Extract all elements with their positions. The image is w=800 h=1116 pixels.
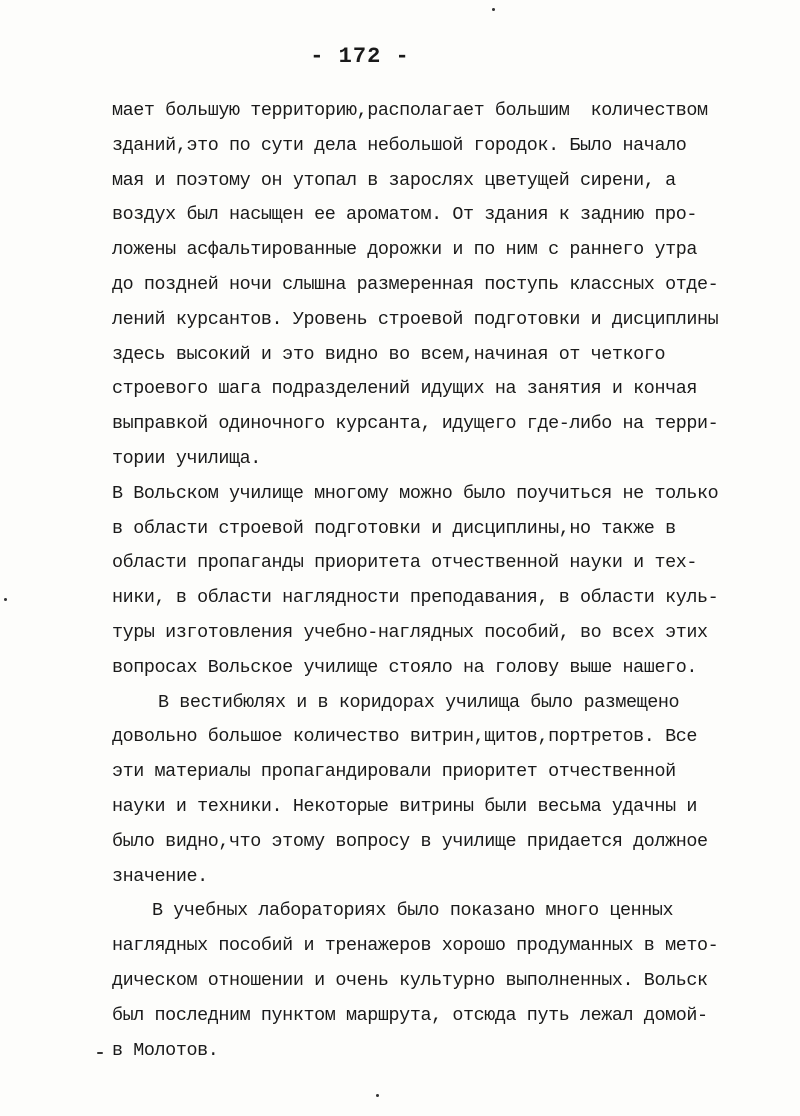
text-line: был последним пунктом маршрута, отсюда путь лежал домой- — [112, 1004, 708, 1026]
text-line: мает большую территорию,располагает большим количеством — [112, 100, 708, 121]
text-line: вопросах Вольское училище стояло на голову выше нашего. — [112, 656, 697, 678]
text-line: воздух был насыщен ее ароматом. От здания к заднию про- — [112, 204, 697, 226]
text-line: науки и техники. Некоторые витрины были весьма удачны и — [112, 795, 697, 817]
text-line: области пропаганды приоритета отчественной науки и тех- — [112, 552, 697, 574]
scan-speck — [376, 1094, 379, 1097]
text-line: дическом отношении и очень культурно выполненных. Вольск — [112, 969, 708, 991]
text-line: тории училища. — [112, 447, 261, 469]
scan-speck — [4, 598, 7, 601]
text-line: зданий,это по сути дела небольшой городок. Было начало — [112, 134, 687, 156]
text-line: строевого шага подразделений идущих на занятия и кончая — [112, 378, 697, 400]
text-line: значение. — [112, 865, 208, 887]
text-line: ложены асфальтированные дорожки и по ним с раннего утра — [112, 239, 697, 261]
text-line: ники, в области наглядности преподавания, в области куль- — [112, 587, 719, 609]
text-line: довольно большое количество витрин,щитов,портретов. Все — [112, 726, 697, 748]
text-line: здесь высокий и это видно во всем,начиная от четкого — [112, 343, 666, 365]
text-line: мая и поэтому он утопал в зарослях цветущей сирени, а — [112, 169, 676, 191]
text-line: В Вольском училище многому можно было поучиться не только — [112, 482, 719, 504]
scan-speck — [492, 8, 495, 11]
text-line: выправкой одиночного курсанта, идущего где-либо на терри- — [112, 413, 719, 435]
text-line: до поздней ночи слышна размеренная поступь классных отде- — [112, 273, 719, 295]
text-line: В вестибюлях и в коридорах училища было размещено — [158, 691, 680, 713]
text-line: в Молотов. — [112, 1039, 219, 1061]
text-line: наглядных пособий и тренажеров хорошо продуманных в мето- — [112, 935, 719, 957]
text-line: в области строевой подготовки и дисциплины,но также в — [112, 517, 676, 539]
page-number: - 172 - — [310, 44, 410, 69]
text-line: было видно,что этому вопросу в училище придается должное — [112, 830, 708, 852]
text-line: лений курсантов. Уровень строевой подготовки и дисциплины — [112, 308, 719, 330]
text-line: В учебных лабораториях было показано много ценных — [152, 900, 674, 922]
text-line: туры изготовления учебно-наглядных пособий, во всех этих — [112, 621, 708, 643]
scan-speck — [97, 1052, 103, 1054]
body-text — [112, 94, 782, 1068]
text-line: эти материалы пропагандировали приоритет отчественной — [112, 761, 676, 783]
